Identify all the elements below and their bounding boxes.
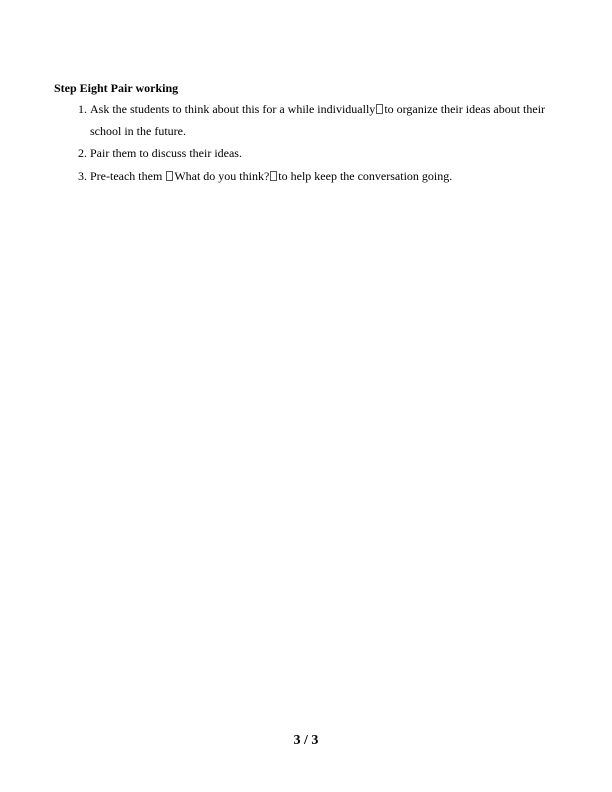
step-number: 2. [78, 146, 87, 160]
section-heading: Step Eight Pair working [54, 81, 179, 95]
page-number: 3 / 3 [293, 733, 319, 748]
step-text: to help keep the conversation going. [278, 169, 453, 183]
step-text-line [90, 168, 452, 184]
missing-glyph-icon [270, 171, 277, 181]
missing-glyph-icon [376, 104, 383, 114]
step-text: What do you think? [174, 169, 270, 183]
list-item [78, 168, 538, 184]
step-text: Ask the students to think about this for a while individually [90, 102, 376, 116]
missing-glyph-icon [166, 171, 173, 181]
step-number: 3. [78, 169, 87, 183]
list-item [78, 101, 562, 145]
step-text-line [90, 101, 545, 117]
step-text-line: school in the future. [90, 124, 186, 138]
step-text-line: Pair them to discuss their ideas. [90, 146, 242, 160]
list-item [78, 145, 378, 161]
step-text: to organize their ideas about their [384, 102, 546, 116]
step-text: Pre-teach them [90, 169, 166, 183]
step-number: 1. [78, 102, 87, 116]
